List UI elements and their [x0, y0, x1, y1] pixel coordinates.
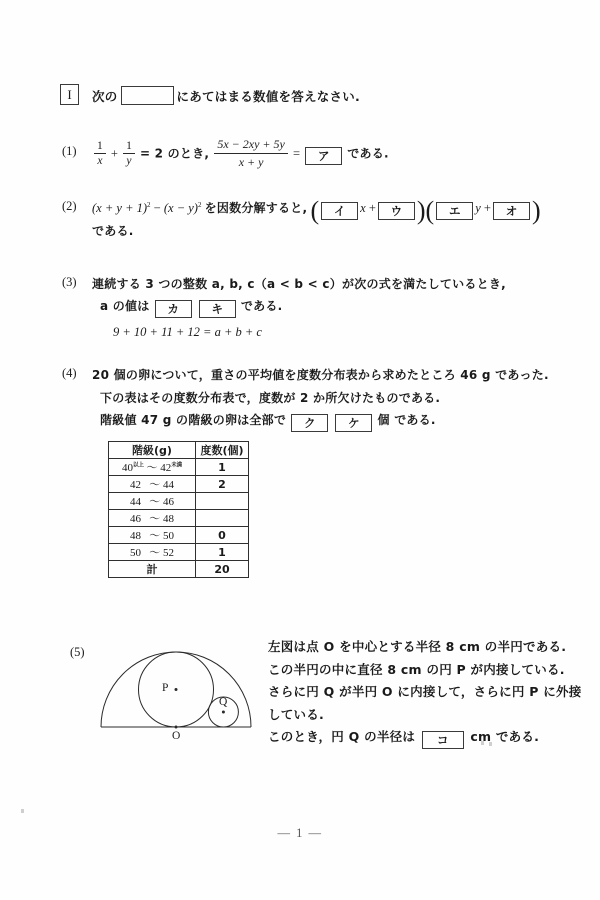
answer-box-ke[interactable]: ケ: [335, 414, 372, 432]
question-4-label: (4): [62, 366, 77, 380]
plus-operator: +: [110, 146, 118, 161]
close-paren-1: ): [416, 196, 426, 225]
expression-a: (x + y + 1): [92, 201, 148, 215]
figure-label-q: Q: [219, 696, 228, 708]
question-1-label: (1): [62, 144, 77, 158]
answer-box-ki[interactable]: キ: [199, 300, 236, 318]
open-paren-1: (: [310, 196, 320, 225]
center-dot-q: [222, 711, 225, 714]
table-cell-class-range: 46 ～ 48: [109, 510, 196, 527]
table-total-row: [109, 561, 249, 578]
question-3-equation: 9 + 10 + 11 + 12 = a + b + c: [113, 325, 262, 339]
table-header-class: 階級(g): [109, 442, 196, 459]
question-2-prompt: を因数分解すると,: [204, 201, 308, 215]
page-footer: — 1 —: [277, 826, 323, 840]
table-cell-frequency: 2: [196, 476, 249, 493]
question-2-body: [92, 196, 541, 225]
instruction-text-before: 次の: [92, 89, 118, 104]
table-cell-class-range: $40^{以上}$ ～ $42^{未満}$: [109, 459, 196, 476]
answer-box-ka[interactable]: カ: [155, 300, 192, 318]
answer-box-o[interactable]: オ: [493, 202, 530, 220]
question-5-line-4: している.: [268, 706, 324, 722]
table-cell-frequency: [196, 493, 249, 510]
expression-b-exponent: 2: [197, 200, 202, 209]
instruction-line: [92, 86, 360, 105]
question-5-label: (5): [70, 645, 85, 659]
table-row: [109, 476, 249, 493]
question-3-suffix: である.: [240, 299, 283, 313]
fraction-main: $\frac{5x - 2xy + 5y}{x + y}$: [214, 137, 288, 170]
table-cell-total-value: 20: [196, 561, 249, 578]
answer-box-e[interactable]: エ: [436, 202, 473, 220]
table-header-frequency: 度数(個): [196, 442, 249, 459]
table-cell-class-range: 50 ～ 52: [109, 544, 196, 561]
table-row: [109, 493, 249, 510]
expression-a-exponent: 2: [147, 200, 151, 209]
question-4-line-3: [100, 411, 436, 432]
variable-x: x: [360, 201, 366, 215]
close-paren-2: ): [531, 196, 541, 225]
minus-operator: −: [153, 201, 161, 215]
question-2-tail: である.: [92, 224, 134, 238]
question-5-line-1: 左図は点 O を中心とする半径 8 cm の半円である.: [268, 639, 567, 654]
question-3-label: (3): [62, 275, 77, 289]
condition-text: = 2 のとき,: [139, 146, 210, 161]
variable-y: y: [475, 201, 481, 215]
question-4-line-2: 下の表はその度数分布表で，度数が 2 か所欠けたものである.: [100, 391, 441, 405]
table-row: [109, 527, 249, 544]
open-paren-2: (: [425, 196, 435, 225]
answer-box-ku[interactable]: ク: [291, 414, 328, 432]
question-5-prefix: このとき，円 Q の半径は: [268, 729, 416, 744]
question-5-paragraph: [268, 636, 582, 749]
expression-b: (x − y): [163, 201, 198, 215]
table-row: [109, 510, 249, 527]
answer-box-u[interactable]: ウ: [378, 202, 415, 220]
answer-box-ko[interactable]: コ: [422, 731, 464, 749]
equals-operator: =: [292, 146, 300, 161]
instruction-text-after: にあてはまる数値を答えなさい.: [176, 89, 361, 104]
fraction-1-over-y: $\frac{1}{y}$: [123, 140, 135, 167]
table-cell-class-range: 42 ～ 44: [109, 476, 196, 493]
table-row: [109, 459, 249, 476]
plus-operator-1: +: [368, 201, 376, 215]
scan-speck: [21, 809, 24, 813]
question-5-line-5: [268, 726, 558, 749]
figure-label-o: O: [172, 730, 181, 742]
table-header-row: [109, 442, 249, 459]
instruction-blank-box: [121, 86, 174, 105]
table-cell-frequency: 1: [196, 459, 249, 476]
table-cell-frequency: 0: [196, 527, 249, 544]
question-2-label: (2): [62, 199, 77, 213]
question-3-line-2: [100, 297, 282, 318]
semicircle-figure: [88, 640, 268, 750]
table-cell-frequency: [196, 510, 249, 527]
problem-number-badge: I: [60, 84, 79, 105]
question-4-suffix: 個 である.: [377, 413, 436, 427]
question-1-tail: である.: [347, 146, 389, 161]
fraction-1-over-x: $\frac{1}{x}$: [94, 140, 106, 167]
question-3-prefix: a の値は: [100, 299, 150, 313]
figure-label-p: P: [162, 682, 169, 694]
plus-operator-2: +: [483, 201, 491, 215]
question-1-body: [92, 138, 389, 171]
question-5-line-3: さらに円 Q が半円 O に内接して，さらに円 P に外接: [268, 684, 582, 699]
table-cell-total-label: 計: [109, 561, 196, 578]
question-4-line-1: 20 個の卵について，重さの平均値を度数分布表から求めたところ 46 g であった.: [92, 368, 549, 382]
table-cell-frequency: 1: [196, 544, 249, 561]
question-4-prefix: 階級値 47 g の階級の卵は全部で: [100, 413, 287, 427]
center-dot-p: [175, 688, 178, 691]
center-dot-o: [175, 726, 178, 729]
answer-box-i[interactable]: イ: [321, 202, 358, 220]
frequency-distribution-table: [108, 441, 249, 578]
question-5-line-2: この半円の中に直径 8 cm の円 P が内接している.: [268, 661, 565, 677]
table-cell-class-range: 48 ～ 50: [109, 527, 196, 544]
answer-box-a[interactable]: ア: [305, 147, 342, 165]
table-row: [109, 544, 249, 561]
question-3-line-1: 連続する 3 つの整数 a, b, c（a < b < c）が次の式を満たしているとき,: [92, 277, 506, 291]
question-5-suffix: cm である.: [470, 729, 540, 744]
table-cell-class-range: 44 ～ 46: [109, 493, 196, 510]
